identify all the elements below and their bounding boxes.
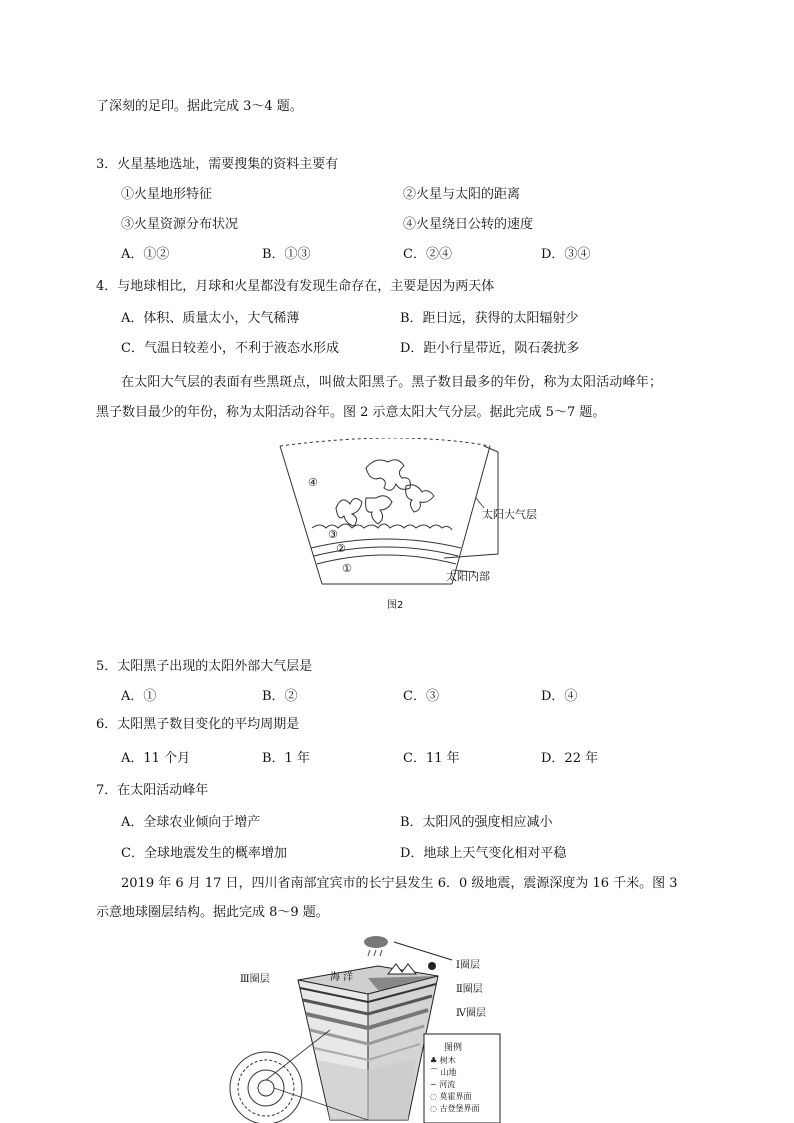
q6-stem: 6．太阳黑子数目变化的平均周期是 [96, 717, 300, 732]
q5-option-a: A．① [121, 689, 157, 704]
river-icon: ~ [430, 1080, 437, 1089]
layer-iv-label: Ⅳ圈层 [456, 1008, 486, 1019]
passage2-line1: 在太阳大气层的表面有些黑斑点，叫做太阳黑子。黑子数目最多的年份，称为太阳活动峰年； [121, 375, 663, 390]
legend-item-tree: ♣ 树木 [430, 1056, 456, 1065]
q3-item-4: ④火星绕日公转的速度 [403, 217, 534, 232]
q3-option-d: D．③④ [541, 247, 591, 262]
layer-3-label: ③ [328, 528, 338, 541]
passage3-line1: 2019 年 6 月 17 日，四川省南部宜宾市的长宁县发生 6．0 级地震，震源深度为 16 千米。图 3 [121, 876, 678, 891]
layer-iii-label: Ⅲ圈层 [240, 974, 270, 985]
q3-item-1: ①火星地形特征 [121, 187, 213, 202]
q7-stem: 7．在太阳活动峰年 [96, 783, 209, 798]
sun-atmosphere-label: 太阳大气层 [482, 508, 537, 521]
q5-stem: 5．太阳黑子出现的太阳外部大气层是 [96, 659, 313, 674]
gutenberg-boundary-icon: ◌ [430, 1104, 437, 1113]
legend-item-moho: ◌ 莫霍界面 [430, 1092, 472, 1101]
figure-2-caption: 图2 [387, 600, 404, 611]
q3-option-b: B．①③ [262, 247, 311, 262]
q7-option-d: D．地球上天气变化相对平稳 [400, 846, 567, 861]
q3-item-3: ③火星资源分布状况 [121, 217, 239, 232]
layer-1-label: ① [342, 562, 352, 575]
q6-option-b: B．1 年 [262, 751, 310, 766]
legend-item-river: ~ 河流 [430, 1080, 456, 1089]
tree-icon: ♣ [430, 1056, 438, 1065]
q7-option-a: A．全球农业倾向于增产 [121, 815, 261, 830]
q3-item-2: ②火星与太阳的距离 [403, 187, 521, 202]
q4-stem: 4．与地球相比，月球和火星都没有发现生命存在，主要是因为两天体 [96, 279, 495, 294]
moho-boundary-icon: ◌ [430, 1092, 437, 1101]
q3-option-c: C．②④ [403, 247, 452, 262]
ocean-label: 海 洋 [330, 972, 354, 983]
layer-4-label: ④ [308, 476, 318, 489]
q6-option-d: D．22 年 [541, 751, 599, 766]
q4-option-a: A．体积、质量太小，大气稀薄 [121, 311, 300, 326]
q5-option-b: B．② [262, 689, 298, 704]
q4-option-b: B．距日远，获得的太阳辐射少 [400, 311, 579, 326]
legend-item-gutenberg: ◌ 古登堡界面 [430, 1104, 480, 1113]
layer-i-label: Ⅰ圈层 [456, 960, 480, 971]
q5-option-c: C．③ [403, 689, 439, 704]
passage3-line2: 示意地球圈层结构。据此完成 8～9 题。 [96, 905, 329, 920]
q4-option-d: D．距小行星带近，陨石袭扰多 [400, 341, 580, 356]
mountain-icon: ⌒ [430, 1068, 438, 1077]
legend-item-mountain: ⌒ 山地 [430, 1068, 457, 1077]
legend-title: 图例 [444, 1043, 463, 1053]
q5-option-d: D．④ [541, 689, 578, 704]
layer-ii-label: Ⅱ圈层 [456, 984, 483, 995]
sun-interior-label: 太阳内部 [446, 570, 490, 583]
q7-option-c: C．全球地震发生的概率增加 [121, 846, 287, 861]
q7-option-b: B．太阳风的强度相应减小 [400, 815, 553, 830]
intro-tail: 了深刻的足印。据此完成 3～4 题。 [96, 99, 303, 114]
passage2-line2: 黑子数目最少的年份，称为太阳活动谷年。图 2 示意太阳大气分层。据此完成 5～7 题。 [96, 405, 606, 420]
q3-stem: 3．火星基地选址，需要搜集的资料主要有 [96, 157, 339, 172]
q6-option-a: A．11 个月 [121, 751, 191, 766]
layer-2-label: ② [336, 542, 346, 555]
q4-option-c: C．气温日较差小，不利于液态水形成 [121, 341, 339, 356]
q6-option-c: C．11 年 [403, 751, 460, 766]
q3-option-a: A．①② [121, 247, 170, 262]
